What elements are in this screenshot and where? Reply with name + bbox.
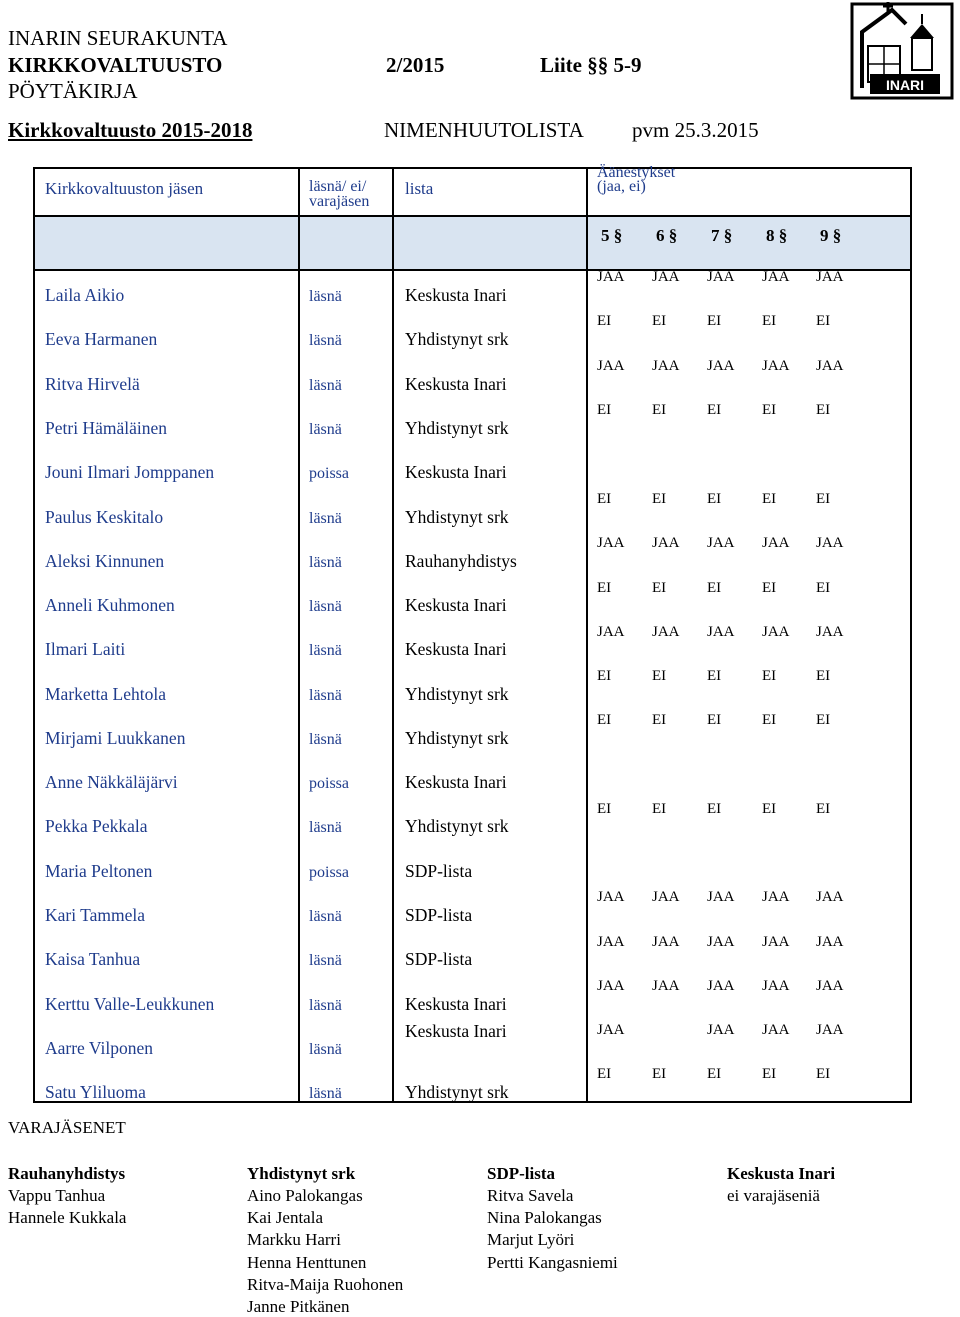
vote-cell: EI — [597, 580, 612, 596]
vote-cell: JAA — [597, 889, 625, 905]
vote-cell: JAA — [762, 269, 790, 285]
vote-cell: EI — [816, 668, 831, 684]
member-name: Laila Aikio — [45, 285, 125, 305]
vote-cell: EI — [816, 580, 831, 596]
list-name: Keskusta Inari — [405, 285, 507, 305]
vote-cell: JAA — [707, 358, 735, 374]
vote-cell: JAA — [707, 535, 735, 551]
section-8: 8 § — [766, 226, 788, 245]
vote-cell: EI — [816, 491, 831, 507]
vote-cell: JAA — [707, 1022, 735, 1038]
presence-status: läsnä — [309, 288, 342, 305]
vote-cell: EI — [707, 668, 722, 684]
vote-cell: EI — [652, 1066, 667, 1082]
vote-cell: JAA — [707, 624, 735, 640]
presence-status: läsnä — [309, 819, 342, 836]
vote-cell: JAA — [652, 624, 680, 640]
vote-cell: JAA — [762, 934, 790, 950]
member-name: Ilmari Laiti — [45, 639, 126, 659]
substitute-member: Henna Henttunen — [247, 1252, 367, 1272]
member-name: Pekka Pekkala — [45, 816, 148, 836]
vote-cell: EI — [652, 313, 667, 329]
vote-cell: JAA — [652, 535, 680, 551]
roll-call-table — [33, 164, 912, 1103]
substitute-member: Ritva-Maija Ruohonen — [247, 1274, 404, 1294]
org-name: INARIN SEURAKUNTA — [8, 26, 228, 50]
vote-cell: EI — [707, 712, 722, 728]
list-name: Yhdistynyt srk — [405, 728, 509, 748]
list-name: Keskusta Inari — [405, 994, 507, 1014]
member-name: Jouni Ilmari Jomppanen — [45, 462, 215, 482]
list-name: SDP-lista — [405, 949, 473, 969]
member-name: Marketta Lehtola — [45, 684, 166, 704]
vote-cell: JAA — [652, 358, 680, 374]
vote-cell: EI — [652, 491, 667, 507]
vote-cell: JAA — [707, 269, 735, 285]
section-6: 6 § — [656, 226, 678, 245]
vote-cell: JAA — [816, 889, 844, 905]
vote-cell: EI — [816, 402, 831, 418]
presence-status: läsnä — [309, 332, 342, 349]
vote-cell: EI — [816, 1066, 831, 1082]
vote-cell: EI — [707, 491, 722, 507]
substitute-member: Marjut Lyöri — [487, 1230, 575, 1250]
vote-cell: JAA — [597, 535, 625, 551]
appendix: Liite §§ 5-9 — [540, 53, 642, 77]
vote-cell: EI — [707, 402, 722, 418]
vote-cell: JAA — [816, 269, 844, 285]
vote-cell: EI — [762, 491, 777, 507]
presence-status: läsnä — [309, 421, 342, 438]
vote-cell: JAA — [762, 1022, 790, 1038]
list-name: Yhdistynyt srk — [405, 418, 509, 438]
divider — [586, 169, 588, 1103]
presence-status: läsnä — [309, 554, 342, 571]
substitute-member: Markku Harri — [247, 1230, 341, 1250]
substitute-group-title: Rauhanyhdistys — [8, 1164, 126, 1183]
vote-cell: JAA — [597, 624, 625, 640]
doc-number: 2/2015 — [386, 53, 445, 77]
vote-cell: JAA — [652, 934, 680, 950]
substitute-member: Janne Pitkänen — [247, 1297, 350, 1316]
member-name: Petri Hämäläinen — [45, 418, 167, 438]
substitute-member: ei varajäseniä — [727, 1186, 820, 1205]
substitute-group-title: SDP-lista — [487, 1164, 555, 1183]
presence-status: poissa — [309, 775, 349, 792]
term-title: Kirkkovaltuusto 2015-2018 — [8, 118, 253, 142]
col-votes-2: (jaa, ei) — [597, 178, 646, 195]
member-name: Kaisa Tanhua — [45, 949, 141, 969]
divider — [35, 215, 910, 217]
vote-cell: EI — [652, 712, 667, 728]
list-title: NIMENHUUTOLISTA — [384, 118, 584, 142]
vote-cell: EI — [762, 580, 777, 596]
vote-cell: JAA — [816, 934, 844, 950]
list-name: Keskusta Inari — [405, 374, 507, 394]
vote-cell: EI — [652, 801, 667, 817]
presence-status: poissa — [309, 465, 349, 482]
member-name: Kerttu Valle-Leukkunen — [45, 994, 215, 1014]
col-member: Kirkkovaltuuston jäsen — [45, 179, 204, 198]
logo-text: INARI — [885, 77, 925, 93]
vote-cell: JAA — [816, 535, 844, 551]
list-name: Yhdistynyt srk — [405, 816, 509, 836]
vote-cell: EI — [597, 712, 612, 728]
vote-cell: EI — [816, 712, 831, 728]
vote-cell: JAA — [816, 358, 844, 374]
vote-cell: EI — [707, 580, 722, 596]
vote-cell: JAA — [652, 978, 680, 994]
list-name: Keskusta Inari — [405, 772, 507, 792]
vote-cell: JAA — [762, 535, 790, 551]
member-name: Ritva Hirvelä — [45, 374, 140, 394]
substitute-member: Hannele Kukkala — [8, 1208, 127, 1228]
substitute-member: Pertti Kangasniemi — [487, 1252, 618, 1272]
presence-status: läsnä — [309, 687, 342, 704]
list-name: Keskusta Inari — [405, 1021, 507, 1041]
member-name: Kari Tammela — [45, 905, 146, 925]
vote-cell: EI — [652, 668, 667, 684]
substitute-group-title: Keskusta Inari — [727, 1164, 836, 1183]
vote-cell: JAA — [597, 1022, 625, 1038]
substitute-group-title: Yhdistynyt srk — [247, 1164, 356, 1183]
section-9: 9 § — [820, 226, 842, 245]
vote-cell: JAA — [707, 934, 735, 950]
vote-cell: EI — [597, 313, 612, 329]
vote-cell: EI — [707, 801, 722, 817]
member-name: Anne Näkkäläjärvi — [45, 772, 178, 792]
presence-status: läsnä — [309, 1085, 342, 1102]
vote-cell: JAA — [597, 934, 625, 950]
vote-cell: EI — [762, 712, 777, 728]
doc-type: PÖYTÄKIRJA — [8, 79, 138, 103]
col-list: lista — [405, 179, 434, 198]
list-name: Keskusta Inari — [405, 595, 507, 615]
vote-cell: EI — [597, 801, 612, 817]
list-name: Yhdistynyt srk — [405, 1082, 509, 1102]
divider — [298, 169, 300, 1103]
body-title: KIRKKOVALTUUSTO — [8, 53, 223, 77]
list-name: Keskusta Inari — [405, 462, 507, 482]
list-name: Keskusta Inari — [405, 639, 507, 659]
list-name: Yhdistynyt srk — [405, 507, 509, 527]
vote-cell: JAA — [652, 269, 680, 285]
substitute-member: Vappu Tanhua — [8, 1186, 106, 1205]
list-name: Yhdistynyt srk — [405, 329, 509, 349]
vote-cell: JAA — [762, 358, 790, 374]
col-presence-2: varajäsen — [309, 193, 370, 210]
member-name: Maria Peltonen — [45, 861, 153, 881]
presence-status: läsnä — [309, 377, 342, 394]
member-name: Aleksi Kinnunen — [45, 551, 165, 571]
section-5: 5 § — [601, 226, 623, 245]
vote-cell: EI — [707, 1066, 722, 1082]
vote-cell: EI — [762, 402, 777, 418]
substitutes-title: VARAJÄSENET — [8, 1118, 126, 1137]
divider — [392, 169, 394, 1103]
vote-cell: JAA — [762, 978, 790, 994]
presence-status: läsnä — [309, 510, 342, 527]
vote-cell: EI — [652, 580, 667, 596]
vote-cell: EI — [762, 801, 777, 817]
presence-status: poissa — [309, 864, 349, 881]
member-name: Anneli Kuhmonen — [45, 595, 175, 615]
vote-cell: JAA — [816, 624, 844, 640]
vote-cell: EI — [707, 313, 722, 329]
member-name: Mirjami Luukkanen — [45, 728, 186, 748]
vote-cell: JAA — [707, 978, 735, 994]
presence-status: läsnä — [309, 1041, 342, 1058]
list-name: SDP-lista — [405, 861, 473, 881]
vote-cell: JAA — [707, 889, 735, 905]
member-name: Aarre Vilponen — [45, 1038, 153, 1058]
vote-cell: JAA — [597, 978, 625, 994]
member-name: Eeva Harmanen — [45, 329, 158, 349]
vote-cell: EI — [816, 801, 831, 817]
vote-cell: EI — [597, 491, 612, 507]
vote-cell: EI — [816, 313, 831, 329]
vote-cell: JAA — [816, 978, 844, 994]
vote-cell: EI — [597, 668, 612, 684]
vote-cell: EI — [597, 1066, 612, 1082]
presence-status: läsnä — [309, 731, 342, 748]
presence-status: läsnä — [309, 952, 342, 969]
vote-cell: JAA — [762, 889, 790, 905]
list-date: pvm 25.3.2015 — [632, 118, 759, 142]
presence-status: läsnä — [309, 997, 342, 1014]
substitute-member: Nina Palokangas — [487, 1208, 602, 1228]
vote-cell: JAA — [652, 889, 680, 905]
member-name: Satu Yliluoma — [45, 1082, 146, 1102]
substitute-member: Aino Palokangas — [247, 1186, 363, 1205]
vote-cell: JAA — [816, 1022, 844, 1038]
member-name: Paulus Keskitalo — [45, 507, 164, 527]
vote-cell: EI — [762, 313, 777, 329]
col-presence-1: läsnä/ ei/ — [309, 178, 367, 195]
presence-status: läsnä — [309, 642, 342, 659]
vote-cell: JAA — [762, 624, 790, 640]
substitute-member: Ritva Savela — [487, 1186, 574, 1205]
vote-cell: JAA — [597, 269, 625, 285]
presence-status: läsnä — [309, 598, 342, 615]
section-7: 7 § — [711, 226, 733, 245]
vote-cell: EI — [652, 402, 667, 418]
col-votes-1: Äänestykset — [597, 164, 676, 181]
substitute-member: Kai Jentala — [247, 1208, 323, 1228]
list-name: Rauhanyhdistys — [405, 551, 517, 571]
list-name: SDP-lista — [405, 905, 473, 925]
vote-cell: EI — [597, 402, 612, 418]
vote-cell: EI — [762, 1066, 777, 1082]
vote-cell: EI — [762, 668, 777, 684]
list-name: Yhdistynyt srk — [405, 684, 509, 704]
presence-status: läsnä — [309, 908, 342, 925]
vote-cell: JAA — [597, 358, 625, 374]
church-logo-icon — [850, 2, 954, 100]
